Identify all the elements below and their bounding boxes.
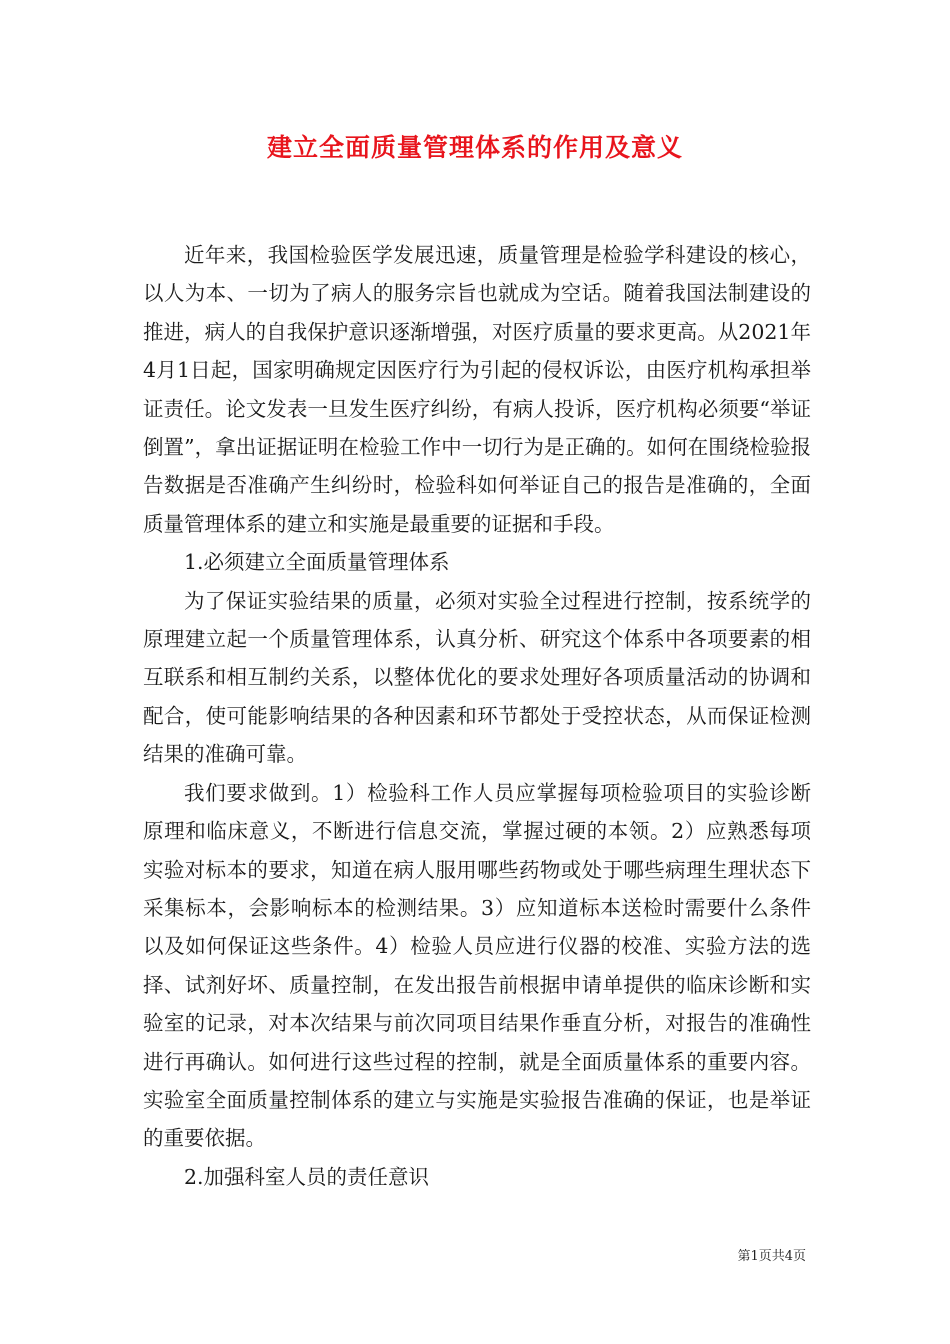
document-body [143,236,811,1196]
document-title: 建立全面质量管理体系的作用及意义 [266,133,683,162]
paragraph-intro: 近年来，我国检验医学发展迅速，质量管理是检验学科建设的核心，以人为本、一切为了病人的服务宗旨也就成为空话。随着我国法制建设的推进，病人的自我保护意识逐渐增强，对医疗质量的要求更高。从2021年4月1日起，国家明确规定因医疗行为引起的侵权诉讼，由医疗机构承担举证责任。论文发表一旦发生医疗纠纷，有病人投诉，医疗机构必须要“举证倒置”，拿出证据证明在检验工作中一切行为是正确的。如何在围绕检验报告数据是否准确产生纠纷时，检验科如何举证自己的报告是准确的，全面质量管理体系的建立和实施是最重要的证据和手段。 [143,243,811,536]
section-heading-1: 1.必须建立全面质量管理体系 [184,550,450,575]
page-number: 第1页共4页 [737,1249,806,1264]
section-heading-2: 2.加强科室人员的责任意识 [184,1164,430,1189]
paragraph-section-1: 为了保证实验结果的质量，必须对实验全过程进行控制，按系统学的原理建立起一个质量管理体系，认真分析、研究这个体系中各项要素的相互联系和相互制约关系，以整体优化的要求处理好各项质量活动的协调和配合，使可能影响结果的各种因素和环节都处于受控状态，从而保证检测结果的准确可靠。 [143,588,811,767]
paragraph-requirements: 我们要求做到。1）检验科工作人员应掌握每项检验项目的实验诊断原理和临床意义，不断进行信息交流，掌握过硬的本领。2）应熟悉每项实验对标本的要求，知道在病人服用哪些药物或处于哪些病理生理状态下采集标本，会影响标本的检测结果。3）应知道标本送检时需要什么条件以及如何保证这些条件。4）检验人员应进行仪器的校准、实验方法的选择、试剂好坏、质量控制，在发出报告前根据申请单提供的临床诊断和实验室的记录，对本次结果与前次同项目结果作垂直分析，对报告的准确性进行再确认。如何进行这些过程的控制，就是全面质量体系的重要内容。实验室全面质量控制体系的建立与实施是实验报告准确的保证，也是举证的重要依据。 [143,780,811,1151]
